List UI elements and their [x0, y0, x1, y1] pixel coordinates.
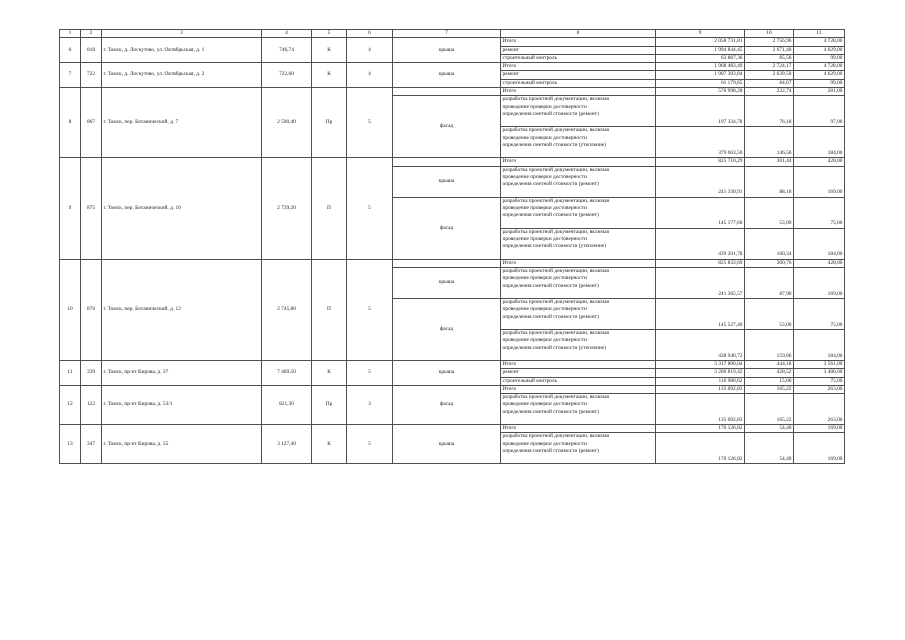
house-id-cell: 818 [81, 38, 102, 63]
element-cell: крыша [393, 267, 501, 298]
address-cell: г. Томск, пр-кт Кирова, д. 53/1 [102, 385, 262, 424]
work-description-line: проведение проверки достоверности [502, 401, 587, 408]
element-cell: крыша [393, 360, 501, 385]
repair-per-m2-cell: 2 639,50 [745, 71, 794, 79]
row-number-cell: 12 [60, 385, 81, 424]
work-limit-cell: 169,00 [794, 433, 845, 464]
total-per-m2-cell: 2 724,17 [745, 63, 794, 71]
col-header: 3 [102, 30, 262, 38]
work-description-line: определения сметной стоимости (ремонт) [502, 181, 599, 188]
total-limit-cell: 263,00 [794, 385, 845, 393]
repair-limit-cell: 4 629,00 [794, 46, 845, 54]
total-limit-cell: 281,00 [794, 88, 845, 96]
element-cell: крыша [393, 166, 501, 197]
item-label-cell: строительный контроль [501, 54, 656, 62]
work-per-m2-cell: 88,10 [745, 166, 794, 197]
work-limit-cell: 184,00 [794, 329, 845, 360]
material-class-cell: К [312, 38, 347, 63]
repair-per-m2-cell: 428,52 [745, 369, 794, 377]
element-cell: фасад [393, 298, 501, 360]
work-description-line: разработка проектной документации, включая [502, 433, 609, 440]
element-cell: крыша [393, 425, 501, 464]
work-description-cell [501, 166, 656, 197]
element-cell: фасад [393, 197, 501, 259]
work-description-line: определения сметной стоимости (ремонт) [502, 313, 599, 320]
work-limit-cell: 75,00 [794, 197, 845, 228]
row-number-cell: 13 [60, 425, 81, 464]
table-row [60, 63, 845, 71]
element-cell: фасад [393, 96, 501, 158]
control-limit-cell: 99,00 [794, 79, 845, 87]
area-cell: 821,30 [262, 385, 312, 424]
work-amount-cell: 241 330,91 [656, 166, 745, 197]
work-description-line: разработка проектной документации, включая [502, 298, 609, 305]
work-per-m2-cell: 54,40 [745, 433, 794, 464]
work-description-cell [501, 394, 656, 425]
table-row [60, 158, 845, 166]
work-description-line: проведение проверки достоверности [502, 173, 587, 180]
work-limit-cell: 263,00 [794, 394, 845, 425]
total-amount-cell: 825 833,69 [656, 259, 745, 267]
work-description-line: проведение проверки достоверности [502, 204, 587, 211]
work-description-line: проведение проверки достоверности [502, 306, 587, 313]
work-amount-cell: 241 365,57 [656, 267, 745, 298]
col-header: 2 [81, 30, 102, 38]
work-description-cell [501, 298, 656, 329]
control-limit-cell: 75,00 [794, 377, 845, 385]
address-cell: г. Томск, пр-кт Кирова, д. 37 [102, 360, 262, 385]
row-number-cell: 7 [60, 63, 81, 88]
work-description-cell [501, 329, 656, 360]
total-amount-cell: 135 692,83 [656, 385, 745, 393]
element-cell [393, 88, 501, 96]
work-amount-cell: 145 527,40 [656, 298, 745, 329]
work-description-cell [501, 433, 656, 464]
row-number-cell: 11 [60, 360, 81, 385]
repair-amount-cell: 1 994 844,45 [656, 46, 745, 54]
area-cell: 2 590,40 [262, 88, 312, 158]
work-limit-cell: 184,00 [794, 127, 845, 158]
col-header: 11 [794, 30, 845, 38]
col-header: 5 [312, 30, 347, 38]
work-amount-cell: 197 334,78 [656, 96, 745, 127]
floors-cell: 5 [347, 259, 393, 360]
work-per-m2-cell: 165,22 [745, 394, 794, 425]
house-id-cell: 875 [81, 158, 102, 259]
work-amount-cell: 135 692,83 [656, 394, 745, 425]
total-amount-cell: 576 998,28 [656, 88, 745, 96]
repair-limit-cell: 4 629,00 [794, 71, 845, 79]
total-per-m2-cell: 301,44 [745, 158, 794, 166]
address-cell: г. Томск, пер. Ботанический, д. 10 [102, 158, 262, 259]
control-per-m2-cell: 15,66 [745, 377, 794, 385]
work-description-line: разработка проектной документации, включая [502, 267, 609, 274]
control-per-m2-cell: 85,56 [745, 54, 794, 62]
work-description-line: проведение проверки достоверности [502, 134, 587, 141]
area-cell: 7 469,50 [262, 360, 312, 385]
work-limit-cell: 169,00 [794, 267, 845, 298]
area-cell: 2 739,20 [262, 158, 312, 259]
total-per-m2-cell: 2 756,96 [745, 38, 794, 46]
total-amount-cell: 825 710,29 [656, 158, 745, 166]
total-limit-cell: 4 728,00 [794, 63, 845, 71]
table-row [60, 38, 845, 46]
item-label-cell: Итого [501, 360, 656, 368]
work-per-m2-cell: 160,34 [745, 228, 794, 259]
work-description-line: определения сметной стоимости (ремонт) [502, 212, 599, 219]
total-limit-cell: 428,00 [794, 259, 845, 267]
control-per-m2-cell: 84,67 [745, 79, 794, 87]
floors-cell: 4 [347, 63, 393, 88]
area-cell: 3 127,40 [262, 425, 312, 464]
work-description-line: разработка проектной документации, включая [502, 96, 609, 103]
item-label-cell: Итого [501, 385, 656, 393]
work-description-cell [501, 267, 656, 298]
table-row [60, 385, 845, 393]
work-description-line: определения сметной стоимости (утепление) [502, 141, 606, 148]
total-limit-cell: 4 728,00 [794, 38, 845, 46]
material-class-cell: Пр [312, 88, 347, 158]
table-row [60, 425, 845, 433]
work-amount-cell: 145 177,60 [656, 197, 745, 228]
item-label-cell: Итого [501, 38, 656, 46]
element-cell [393, 259, 501, 267]
work-per-m2-cell: 53,00 [745, 197, 794, 228]
column-number-row [60, 30, 845, 38]
house-id-cell: 876 [81, 259, 102, 360]
total-per-m2-cell: 300,76 [745, 259, 794, 267]
table-row [60, 88, 845, 96]
house-id-cell: 122 [81, 385, 102, 424]
area-cell: 2 745,80 [262, 259, 312, 360]
repair-limit-cell: 3 486,00 [794, 369, 845, 377]
work-description-line: разработка проектной документации, включая [502, 394, 609, 401]
address-cell: г. Томск, пер. Ботанический, д. 7 [102, 88, 262, 158]
col-header: 9 [656, 30, 745, 38]
work-amount-cell: 170 126,82 [656, 433, 745, 464]
total-limit-cell: 169,00 [794, 425, 845, 433]
work-limit-cell: 75,00 [794, 298, 845, 329]
col-header: 6 [347, 30, 393, 38]
work-description-line: определения сметной стоимости (утепление) [502, 243, 606, 250]
control-amount-cell: 63 887,36 [656, 54, 745, 62]
total-per-m2-cell: 165,22 [745, 385, 794, 393]
work-limit-cell: 97,00 [794, 96, 845, 127]
control-amount-cell: 116 980,62 [656, 377, 745, 385]
area-cell: 746,74 [262, 38, 312, 63]
col-header: 4 [262, 30, 312, 38]
floors-cell: 4 [347, 38, 393, 63]
item-label-cell: Итого [501, 259, 656, 267]
work-description-line: проведение проверки достоверности [502, 275, 587, 282]
row-number-cell: 10 [60, 259, 81, 360]
row-number-cell: 8 [60, 88, 81, 158]
work-per-m2-cell: 53,00 [745, 298, 794, 329]
item-label-cell: строительный контроль [501, 79, 656, 87]
repair-plan-table [59, 29, 845, 464]
address-cell: г. Томск, д. Лоскутово, ул. Октябрьская, д. 1 [102, 38, 262, 63]
material-class-cell: К [312, 63, 347, 88]
total-limit-cell: 428,00 [794, 158, 845, 166]
table-row [60, 360, 845, 368]
total-per-m2-cell: 444,18 [745, 360, 794, 368]
work-description-line: разработка проектной документации, включая [502, 228, 609, 235]
total-amount-cell: 2 058 731,81 [656, 38, 745, 46]
item-label-cell: Итого [501, 158, 656, 166]
material-class-cell: П [312, 259, 347, 360]
work-description-cell [501, 96, 656, 127]
material-class-cell: К [312, 425, 347, 464]
floors-cell: 5 [347, 360, 393, 385]
work-per-m2-cell: 87,90 [745, 267, 794, 298]
work-description-line: определения сметной стоимости (ремонт) [502, 282, 599, 289]
house-id-cell: 347 [81, 425, 102, 464]
total-amount-cell: 1 968 483,49 [656, 63, 745, 71]
work-description-cell [501, 127, 656, 158]
element-cell [393, 158, 501, 166]
work-description-line: проведение проверки достоверности [502, 235, 587, 242]
work-limit-cell: 169,00 [794, 166, 845, 197]
material-class-cell: Пр [312, 385, 347, 424]
col-header: 10 [745, 30, 794, 38]
work-description-line: разработка проектной документации, включая [502, 127, 609, 134]
work-description-line: определения сметной стоимости (ремонт) [502, 448, 599, 455]
item-label-cell: Итого [501, 88, 656, 96]
address-cell: г. Томск, пер. Ботанический, д. 12 [102, 259, 262, 360]
row-number-cell: 6 [60, 38, 81, 63]
material-class-cell: К [312, 360, 347, 385]
item-label-cell: Итого [501, 425, 656, 433]
work-description-line: разработка проектной документации, включая [502, 197, 609, 204]
floors-cell: 5 [347, 88, 393, 158]
work-description-line: определения сметной стоимости (утепление) [502, 344, 606, 351]
total-amount-cell: 3 317 800,04 [656, 360, 745, 368]
total-per-m2-cell: 54,40 [745, 425, 794, 433]
work-amount-cell: 438 940,72 [656, 329, 745, 360]
total-limit-cell: 3 561,00 [794, 360, 845, 368]
work-per-m2-cell: 76,18 [745, 96, 794, 127]
control-limit-cell: 99,00 [794, 54, 845, 62]
col-header: 1 [60, 30, 81, 38]
item-label-cell: ремонт [501, 369, 656, 377]
element-cell: фасад [393, 385, 501, 424]
address-cell: г. Томск, пр-кт Кирова, д. 55 [102, 425, 262, 464]
repair-amount-cell: 3 200 819,42 [656, 369, 745, 377]
item-label-cell: строительный контроль [501, 377, 656, 385]
floors-cell: 3 [347, 385, 393, 424]
element-cell: крыша [393, 63, 501, 88]
work-amount-cell: 379 663,50 [656, 127, 745, 158]
floors-cell: 5 [347, 158, 393, 259]
area-cell: 722,60 [262, 63, 312, 88]
address-cell: г. Томск, д. Лоскутово, ул. Октябрьская, д. 2 [102, 63, 262, 88]
row-number-cell: 9 [60, 158, 81, 259]
work-description-line: проведение проверки достоверности [502, 440, 587, 447]
work-description-cell [501, 197, 656, 228]
work-description-line: проведение проверки достоверности [502, 103, 587, 110]
item-label-cell: Итого [501, 63, 656, 71]
item-label-cell: ремонт [501, 71, 656, 79]
work-per-m2-cell: 146,56 [745, 127, 794, 158]
work-per-m2-cell: 159,86 [745, 329, 794, 360]
table-row [60, 259, 845, 267]
item-label-cell: ремонт [501, 46, 656, 54]
col-header: 7 [393, 30, 501, 38]
work-description-line: проведение проверки достоверности [502, 337, 587, 344]
house-id-cell: 867 [81, 88, 102, 158]
col-header: 8 [501, 30, 656, 38]
control-amount-cell: 61 179,65 [656, 79, 745, 87]
work-description-line: разработка проектной документации, включая [502, 166, 609, 173]
house-id-cell: 339 [81, 360, 102, 385]
work-amount-cell: 439 201,78 [656, 228, 745, 259]
work-limit-cell: 184,00 [794, 228, 845, 259]
work-description-line: разработка проектной документации, включая [502, 329, 609, 336]
floors-cell: 5 [347, 425, 393, 464]
house-id-cell: 722 [81, 63, 102, 88]
work-description-cell [501, 228, 656, 259]
total-amount-cell: 170 126,82 [656, 425, 745, 433]
material-class-cell: П [312, 158, 347, 259]
total-per-m2-cell: 222,74 [745, 88, 794, 96]
element-cell: крыша [393, 38, 501, 63]
repair-per-m2-cell: 2 671,40 [745, 46, 794, 54]
work-description-line: определения сметной стоимости (ремонт) [502, 408, 599, 415]
work-description-line: определения сметной стоимости (ремонт) [502, 110, 599, 117]
repair-amount-cell: 1 907 303,84 [656, 71, 745, 79]
